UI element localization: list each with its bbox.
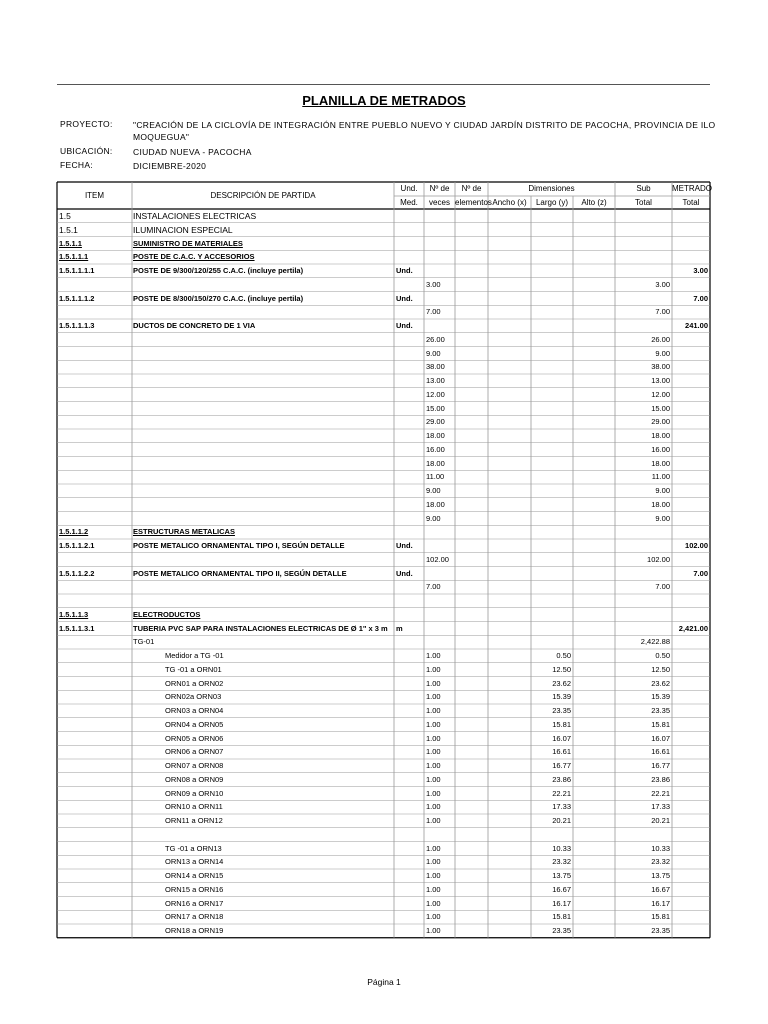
col-und-2: Med. [400, 197, 418, 207]
row-largo: 17.33 [552, 802, 571, 812]
row-veces: 1.00 [426, 843, 441, 853]
col-dimensiones: Dimensiones [528, 184, 575, 193]
row-metrado-total: 2,421.00 [678, 623, 708, 633]
row-description: TG -01 a ORN13 [165, 843, 222, 853]
row-description: TG -01 a ORN01 [165, 664, 222, 674]
row-description: ORN04 a ORN05 [165, 719, 224, 729]
row-description: ORN09 a ORN10 [165, 788, 224, 798]
row-largo: 23.32 [552, 857, 571, 867]
row-description: POSTE DE 9/300/120/255 C.A.C. (incluye pertila) [133, 266, 304, 275]
row-subtotal: 15.39 [651, 692, 670, 702]
row-subtotal: 9.00 [655, 348, 670, 358]
row-veces: 9.00 [426, 486, 441, 495]
row-subtotal: 18.00 [651, 458, 670, 468]
col-sub-2: Total [635, 197, 652, 207]
row-veces: 1.00 [426, 802, 441, 812]
row-largo: 20.21 [552, 816, 571, 825]
row-item-code: 1.5.1.1.3 [59, 609, 89, 619]
row-veces: 1.00 [426, 692, 441, 702]
project-value: "CREACIÓN DE LA CICLOVÍA DE INTEGRACIÓN ENTRE PUEBLO NUEVO Y CIUDAD JARDÍN DISTRITO DE PACOCHA, PROVINCIA DE ILO MOQUEGUA" [133, 120, 716, 142]
row-unit: m [396, 623, 403, 633]
row-subtotal: 16.07 [651, 733, 670, 743]
row-veces: 12.00 [426, 389, 445, 399]
row-veces: 1.00 [426, 912, 441, 922]
col-elem-2: elementos [455, 197, 492, 207]
row-description: ORN14 a ORN15 [165, 871, 224, 880]
row-veces: 1.00 [426, 926, 441, 935]
row-subtotal: 18.00 [651, 431, 670, 440]
row-description: INSTALACIONES ELECTRICAS [133, 211, 257, 221]
row-veces: 1.00 [426, 761, 441, 770]
row-subtotal: 3.00 [655, 279, 670, 289]
row-subtotal: 15.81 [651, 912, 670, 922]
row-metrado-total: 241.00 [685, 321, 708, 330]
row-largo: 23.35 [552, 706, 571, 715]
row-largo: 16.77 [552, 761, 571, 770]
col-item: ITEM [84, 190, 105, 200]
row-subtotal: 38.00 [651, 362, 670, 372]
row-veces: 9.00 [426, 348, 441, 358]
row-subtotal: 22.21 [651, 788, 670, 798]
row-veces: 1.00 [426, 871, 441, 880]
row-subtotal: 16.77 [651, 761, 670, 770]
row-description: POSTE METALICO ORNAMENTAL TIPO II, SEGÚN DETALLE [133, 568, 347, 578]
row-description: ORN05 a ORN06 [165, 733, 224, 743]
row-metrado-total: 102.00 [685, 541, 708, 550]
row-veces: 18.00 [426, 499, 445, 509]
row-item-code: 1.5.1.1 [59, 238, 82, 248]
row-description: ORN13 a ORN14 [165, 857, 224, 867]
row-largo: 0.50 [556, 651, 571, 660]
row-unit: Und. [396, 293, 413, 303]
row-subtotal: 16.00 [651, 444, 670, 454]
row-veces: 1.00 [426, 747, 441, 757]
row-veces: 102.00 [426, 554, 449, 564]
row-subtotal: 2,422.88 [640, 637, 670, 647]
row-item-code: 1.5.1.1.2 [59, 527, 89, 537]
row-subtotal: 10.33 [651, 843, 670, 853]
row-subtotal: 18.00 [651, 499, 670, 509]
row-veces: 1.00 [426, 733, 441, 743]
project-label: PROYECTO: [60, 119, 113, 129]
row-veces: 1.00 [426, 788, 441, 798]
row-description: SUMINISTRO DE MATERIALES [133, 238, 243, 248]
col-und-1: Und. [400, 184, 418, 193]
row-description: ELECTRODUCTOS [133, 609, 201, 619]
row-item-code: 1.5 [59, 211, 71, 221]
row-subtotal: 20.21 [651, 816, 670, 825]
row-veces: 1.00 [426, 898, 441, 908]
row-veces: 1.00 [426, 857, 441, 867]
row-subtotal: 9.00 [655, 486, 670, 495]
row-largo: 16.17 [552, 898, 571, 908]
row-veces: 38.00 [426, 362, 445, 372]
page-title: PLANILLA DE METRADOS [302, 93, 466, 108]
row-veces: 1.00 [426, 884, 441, 894]
col-alto: Alto (z) [581, 197, 607, 207]
row-description: ORN02a ORN03 [165, 692, 222, 702]
row-unit: Und. [396, 266, 413, 275]
row-description: ORN01 a ORN02 [165, 678, 224, 688]
row-largo: 15.81 [552, 912, 571, 922]
row-subtotal: 26.00 [651, 334, 670, 344]
row-description: POSTE METALICO ORNAMENTAL TIPO I, SEGÚN DETALLE [133, 541, 345, 550]
row-largo: 23.35 [552, 926, 571, 935]
row-veces: 7.00 [426, 307, 441, 317]
row-veces: 9.00 [426, 513, 441, 523]
row-veces: 16.00 [426, 444, 445, 454]
row-largo: 16.07 [552, 733, 571, 743]
row-veces: 13.00 [426, 376, 445, 385]
row-description: ORN07 a ORN08 [165, 761, 224, 770]
page-number: Página 1 [367, 977, 401, 987]
row-subtotal: 13.00 [651, 376, 670, 385]
row-description: POSTE DE 8/300/150/270 C.A.C. (incluye pertila) [133, 293, 304, 303]
row-description: TG-01 [133, 637, 155, 647]
row-largo: 10.33 [552, 843, 571, 853]
row-largo: 16.67 [552, 884, 571, 894]
row-veces: 7.00 [426, 582, 441, 592]
row-description: ORN10 a ORN11 [165, 802, 223, 812]
row-item-code: 1.5.1.1.1 [59, 252, 89, 262]
row-unit: Und. [396, 321, 413, 330]
row-item-code: 1.5.1.1.1.3 [59, 321, 95, 330]
row-subtotal: 7.00 [655, 582, 670, 592]
row-unit: Und. [396, 541, 413, 550]
row-unit: Und. [396, 568, 413, 578]
row-subtotal: 23.62 [651, 678, 670, 688]
row-veces: 11.00 [426, 472, 445, 482]
row-subtotal: 16.61 [651, 747, 670, 757]
row-veces: 18.00 [426, 458, 445, 468]
row-subtotal: 16.67 [651, 884, 670, 894]
col-sub-1: Sub [636, 184, 651, 193]
row-description: ORN15 a ORN16 [165, 884, 224, 894]
row-subtotal: 23.86 [651, 774, 670, 784]
row-veces: 1.00 [426, 774, 441, 784]
row-veces: 1.00 [426, 678, 441, 688]
row-veces: 15.00 [426, 403, 445, 413]
row-veces: 18.00 [426, 431, 445, 440]
row-item-code: 1.5.1.1.1.1 [59, 266, 95, 275]
row-metrado-total: 7.00 [693, 293, 708, 303]
row-description: ORN11 a ORN12 [165, 816, 223, 825]
col-veces-1: Nº de [429, 184, 450, 193]
row-description: ORN16 a ORN17 [165, 898, 224, 908]
top-rule [57, 84, 710, 85]
row-subtotal: 13.75 [651, 871, 670, 880]
col-elem-1: Nº de [461, 184, 482, 193]
location-label: UBICACIÓN: [60, 146, 113, 156]
row-largo: 22.21 [552, 788, 571, 798]
row-veces: 1.00 [426, 816, 441, 825]
location-value: CIUDAD NUEVA - PACOCHA [133, 147, 252, 157]
row-veces: 1.00 [426, 664, 441, 674]
date-label: FECHA: [60, 160, 93, 170]
row-item-code: 1.5.1.1.3.1 [59, 623, 95, 633]
metrados-table [57, 182, 710, 942]
row-description: ORN17 a ORN18 [165, 912, 224, 922]
row-subtotal: 15.00 [651, 403, 670, 413]
row-item-code: 1.5.1 [59, 224, 78, 235]
row-description: DUCTOS DE CONCRETO DE 1 VIA [133, 321, 256, 330]
col-descripcion: DESCRIPCIÓN DE PARTIDA [210, 190, 316, 200]
row-largo: 15.39 [552, 692, 571, 702]
row-veces: 29.00 [426, 417, 445, 427]
row-item-code: 1.5.1.1.1.2 [59, 293, 95, 303]
row-largo: 15.81 [552, 719, 571, 729]
col-largo: Largo (y) [535, 197, 568, 207]
row-description: TUBERIA PVC SAP PARA INSTALACIONES ELECTRICAS DE Ø 1" x 3 m [133, 623, 388, 633]
row-description: ESTRUCTURAS METALICAS [133, 527, 235, 537]
row-largo: 12.50 [552, 664, 571, 674]
row-metrado-total: 7.00 [693, 568, 708, 578]
row-largo: 23.86 [552, 774, 571, 784]
row-largo: 23.62 [552, 678, 571, 688]
row-veces: 1.00 [426, 706, 441, 715]
row-veces: 26.00 [426, 334, 445, 344]
row-veces: 1.00 [426, 651, 441, 660]
row-subtotal: 9.00 [655, 513, 670, 523]
row-description: ORN06 a ORN07 [165, 747, 224, 757]
row-subtotal: 29.00 [651, 417, 670, 427]
row-subtotal: 0.50 [655, 651, 670, 660]
row-item-code: 1.5.1.1.2.1 [59, 541, 95, 550]
row-subtotal: 23.35 [651, 706, 670, 715]
col-metrado-2: Total [682, 197, 700, 207]
row-subtotal: 102.00 [647, 554, 670, 564]
row-description: ILUMINACION ESPECIAL [133, 224, 233, 235]
row-subtotal: 11.00 [651, 472, 670, 482]
row-subtotal: 12.50 [651, 664, 670, 674]
row-veces: 3.00 [426, 279, 441, 289]
col-metrado-1: METRADO [672, 184, 712, 193]
row-description: ORN03 a ORN04 [165, 706, 224, 715]
row-subtotal: 17.33 [651, 802, 670, 812]
row-subtotal: 23.35 [651, 926, 670, 935]
row-subtotal: 23.32 [651, 857, 670, 867]
col-veces-2: veces [429, 197, 450, 207]
row-largo: 16.61 [552, 747, 571, 757]
row-metrado-total: 3.00 [693, 266, 708, 275]
row-subtotal: 12.00 [651, 389, 670, 399]
row-description: POSTE DE C.A.C. Y ACCESORIOS [133, 252, 255, 262]
row-largo: 13.75 [552, 871, 571, 880]
row-subtotal: 15.81 [651, 719, 670, 729]
row-subtotal: 7.00 [655, 307, 670, 317]
col-ancho: Ancho (x) [492, 197, 527, 207]
date-value: DICIEMBRE-2020 [133, 161, 207, 171]
row-description: ORN18 a ORN19 [165, 926, 224, 935]
row-subtotal: 16.17 [651, 898, 670, 908]
row-description: Medidor a TG -01 [165, 651, 224, 660]
row-description: ORN08 a ORN09 [165, 774, 224, 784]
row-item-code: 1.5.1.1.2.2 [59, 568, 95, 578]
row-veces: 1.00 [426, 719, 441, 729]
